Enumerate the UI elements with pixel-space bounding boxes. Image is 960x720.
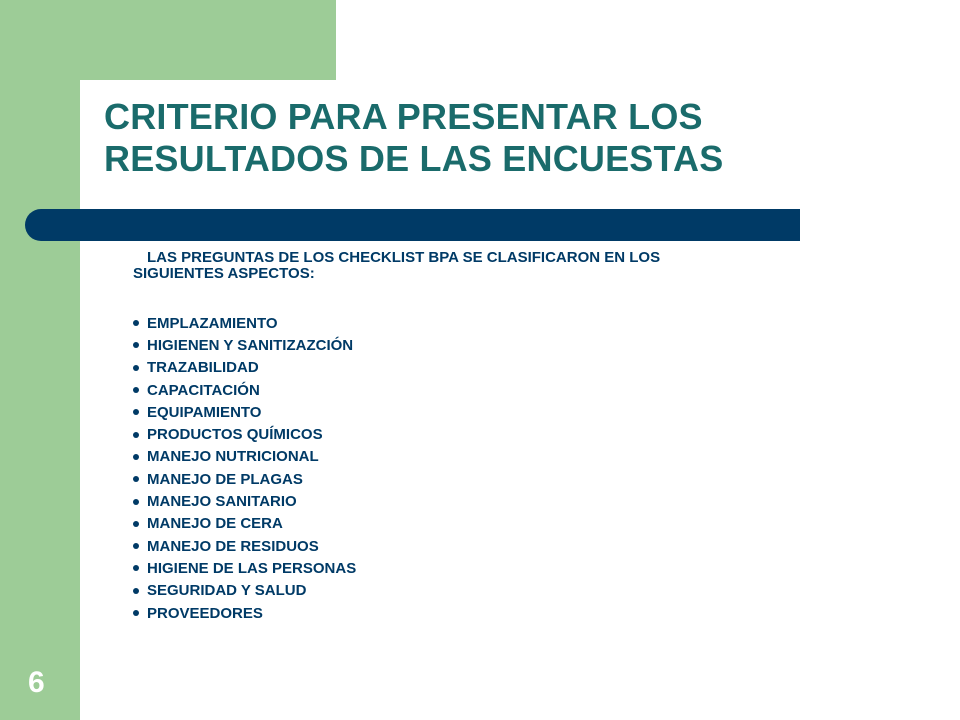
- aspect-label: MANEJO SANITARIO: [147, 493, 297, 511]
- aspect-item: [133, 468, 356, 490]
- bullet-icon: [133, 387, 139, 393]
- aspect-label: TRAZABILIDAD: [147, 359, 259, 377]
- bullet-icon: [133, 454, 139, 460]
- intro-line-2: SIGUIENTES ASPECTOS:: [133, 265, 315, 282]
- bullet-icon: [133, 521, 139, 527]
- bullet-icon: [133, 543, 139, 549]
- aspect-item: [133, 557, 356, 579]
- aspect-item: [133, 334, 356, 356]
- bullet-icon: [133, 409, 139, 415]
- aspect-item: [133, 513, 356, 535]
- aspect-label: MANEJO DE PLAGAS: [147, 470, 303, 488]
- aspect-item: [133, 446, 356, 468]
- bullet-icon: [133, 365, 139, 371]
- intro-line-1: LAS PREGUNTAS DE LOS CHECKLIST BPA SE CLASIFICARON EN LOS: [147, 249, 661, 266]
- title-divider-bar: [25, 209, 800, 241]
- bullet-icon: [133, 320, 139, 326]
- aspect-label: MANEJO DE RESIDUOS: [147, 537, 319, 555]
- aspect-label: MANEJO NUTRICIONAL: [147, 448, 319, 466]
- slide-number: 6: [28, 666, 45, 699]
- aspect-label: MANEJO DE CERA: [147, 515, 283, 533]
- aspects-list: [133, 312, 356, 624]
- slide-title-line-2: RESULTADOS DE LAS ENCUESTAS: [104, 138, 724, 179]
- aspect-label: EMPLAZAMIENTO: [147, 314, 278, 332]
- aspect-item: [133, 357, 356, 379]
- bullet-icon: [133, 342, 139, 348]
- bullet-icon: [133, 588, 139, 594]
- aspect-item: [133, 602, 356, 624]
- slide-title-line-1: CRITERIO PARA PRESENTAR LOS: [104, 96, 703, 137]
- aspect-item: [133, 401, 356, 423]
- bullet-icon: [133, 432, 139, 438]
- aspect-label: PROVEEDORES: [147, 604, 263, 622]
- top-accent-tab: [80, 0, 336, 80]
- aspect-item: [133, 423, 356, 445]
- aspect-item: [133, 580, 356, 602]
- aspect-label: HIGIENE DE LAS PERSONAS: [147, 559, 357, 577]
- aspect-item: [133, 379, 356, 401]
- aspect-item: [133, 535, 356, 557]
- aspect-label: PRODUCTOS QUÍMICOS: [147, 426, 323, 444]
- aspect-label: EQUIPAMIENTO: [147, 403, 262, 421]
- slide-title: [104, 96, 904, 180]
- bullet-icon: [133, 499, 139, 505]
- bullet-icon: [133, 476, 139, 482]
- aspect-item: [133, 490, 356, 512]
- bullet-icon: [133, 610, 139, 616]
- left-accent-band: [0, 0, 80, 720]
- intro-text: [133, 250, 833, 282]
- aspect-label: CAPACITACIÓN: [147, 381, 260, 399]
- aspect-label: SEGURIDAD Y SALUD: [147, 582, 307, 600]
- bullet-icon: [133, 565, 139, 571]
- aspect-item: [133, 312, 356, 334]
- aspect-label: HIGIENEN Y SANITIZAZCIÓN: [147, 336, 354, 354]
